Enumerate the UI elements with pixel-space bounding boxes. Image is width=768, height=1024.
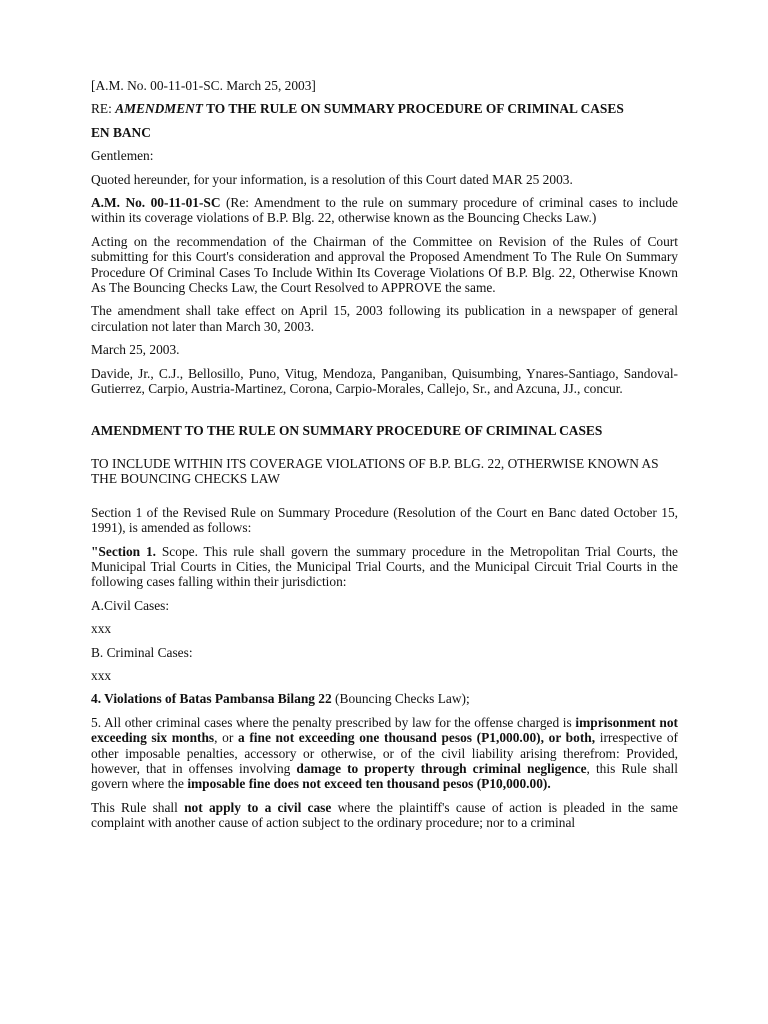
item-5-part-b: imprisonment not exceeding six months xyxy=(91,714,679,746)
resolution-date: March 25, 2003. xyxy=(91,342,180,358)
re-rest: TO THE RULE ON SUMMARY PROCEDURE OF CRIMINAL CASES xyxy=(203,101,624,117)
section-intro: Section 1 of the Revised Rule on Summary Procedure (Resolution of the Court en Banc dated October 15, 1991), is amended as follows: xyxy=(91,504,678,536)
resolution-ref-bold: A.M. No. 00-11-01-SC xyxy=(91,195,221,211)
ellipsis-criminal: xxx xyxy=(91,667,112,683)
item-5-part-h: imposable fine does not exceed ten thousand pesos (P10,000.00). xyxy=(187,776,551,792)
amendment-subtitle: TO INCLUDE WITHIN ITS COVERAGE VIOLATIONS OF B.P. BLG. 22, OTHERWISE KNOWN AS THE BOUNCING CHECKS LAW xyxy=(91,455,659,487)
item-5-part-g: , this Rule shall govern where the xyxy=(91,761,678,792)
item-4 xyxy=(91,691,678,706)
case-reference: [A.M. No. 00-11-01-SC. March 25, 2003] xyxy=(91,78,316,93)
closing-part-b: not apply to a civil case xyxy=(184,799,332,815)
item-5-part-c: , or xyxy=(214,730,238,746)
item-5 xyxy=(91,715,678,792)
item-5-part-d: a fine not exceeding one thousand pesos (P1,000.00), or both, xyxy=(237,730,596,746)
item-5-part-f: damage to property through criminal negligence xyxy=(296,761,587,776)
re-emphasis: AMENDMENT xyxy=(115,101,203,117)
item-4-rest: (Bouncing Checks Law); xyxy=(331,691,470,707)
item-4-bold: 4. Violations of Batas Pambansa Bilang 22 xyxy=(91,691,332,707)
re-prefix: RE: xyxy=(91,101,116,117)
civil-cases-label: A.Civil Cases: xyxy=(91,597,170,613)
amendment-title: AMENDMENT TO THE RULE ON SUMMARY PROCEDURE OF CRIMINAL CASES xyxy=(91,422,603,438)
re-heading xyxy=(91,101,678,116)
item-5-part-e: irrespective of other imposable penalties, accessory or otherwise, or of the civil liability arising therefrom: Provided, however, that in offenses involving xyxy=(91,730,678,776)
concurring-justices: Davide, Jr., C.J., Bellosillo, Puno, Vitug, Mendoza, Panganiban, Quisumbing, Ynares-Santiago, Sandoval-Gutierrez, Carpio, Austria-Martinez, Corona, Carpio-Morales, Callejo, Sr., and Azcuna, JJ., concur. xyxy=(91,365,678,397)
en-banc-label: EN BANC xyxy=(91,124,151,140)
criminal-cases-label: B. Criminal Cases: xyxy=(91,644,193,660)
intro-paragraph: Quoted hereunder, for your information, is a resolution of this Court dated MAR 25 2003. xyxy=(91,171,573,187)
section-1-text: Scope. This rule shall govern the summary procedure in the Metropolitan Trial Courts, the Municipal Trial Courts in Cities, the Municipal Trial Courts, and the Municipal Circuit Trial Courts in the following cases falling within their jurisdiction: xyxy=(91,543,678,590)
ellipsis-civil: xxx xyxy=(91,621,112,637)
effectivity-paragraph: The amendment shall take effect on April 15, 2003 following its publication in a newspaper of general circulation not later than March 30, 2003. xyxy=(91,303,678,334)
acting-paragraph: Acting on the recommendation of the Chairman of the Committee on Revision of the Rules of Court submitting for this Court's consideration and approval the Proposed Amendment To The Rule On Summary Procedure Of Criminal Cases To Include Within Its Coverage Violations Of B.P. Blg. 22, Otherwise Known As The Bouncing Checks Law, the Court Resolved to APPROVE the same. xyxy=(91,233,678,296)
section-1-label: "Section 1. xyxy=(91,543,156,559)
resolution-reference xyxy=(91,195,678,226)
closing-paragraph xyxy=(91,800,678,831)
section-1-scope xyxy=(91,544,678,590)
closing-part-c: where the plaintiff's cause of action is pleaded in the same complaint with another cause of action subject to the ordinary procedure; nor to a criminal xyxy=(91,799,678,831)
closing-part-a: This Rule shall xyxy=(91,799,185,815)
item-5-part-a: 5. All other criminal cases where the penalty prescribed by law for the offense charged is xyxy=(91,714,576,730)
resolution-ref-rest: (Re: Amendment to the rule on summary procedure of criminal cases to include within its coverage violations of B.P. Blg. 22, otherwise known as the Bouncing Checks Law.) xyxy=(91,195,678,226)
salutation: Gentlemen: xyxy=(91,148,154,164)
